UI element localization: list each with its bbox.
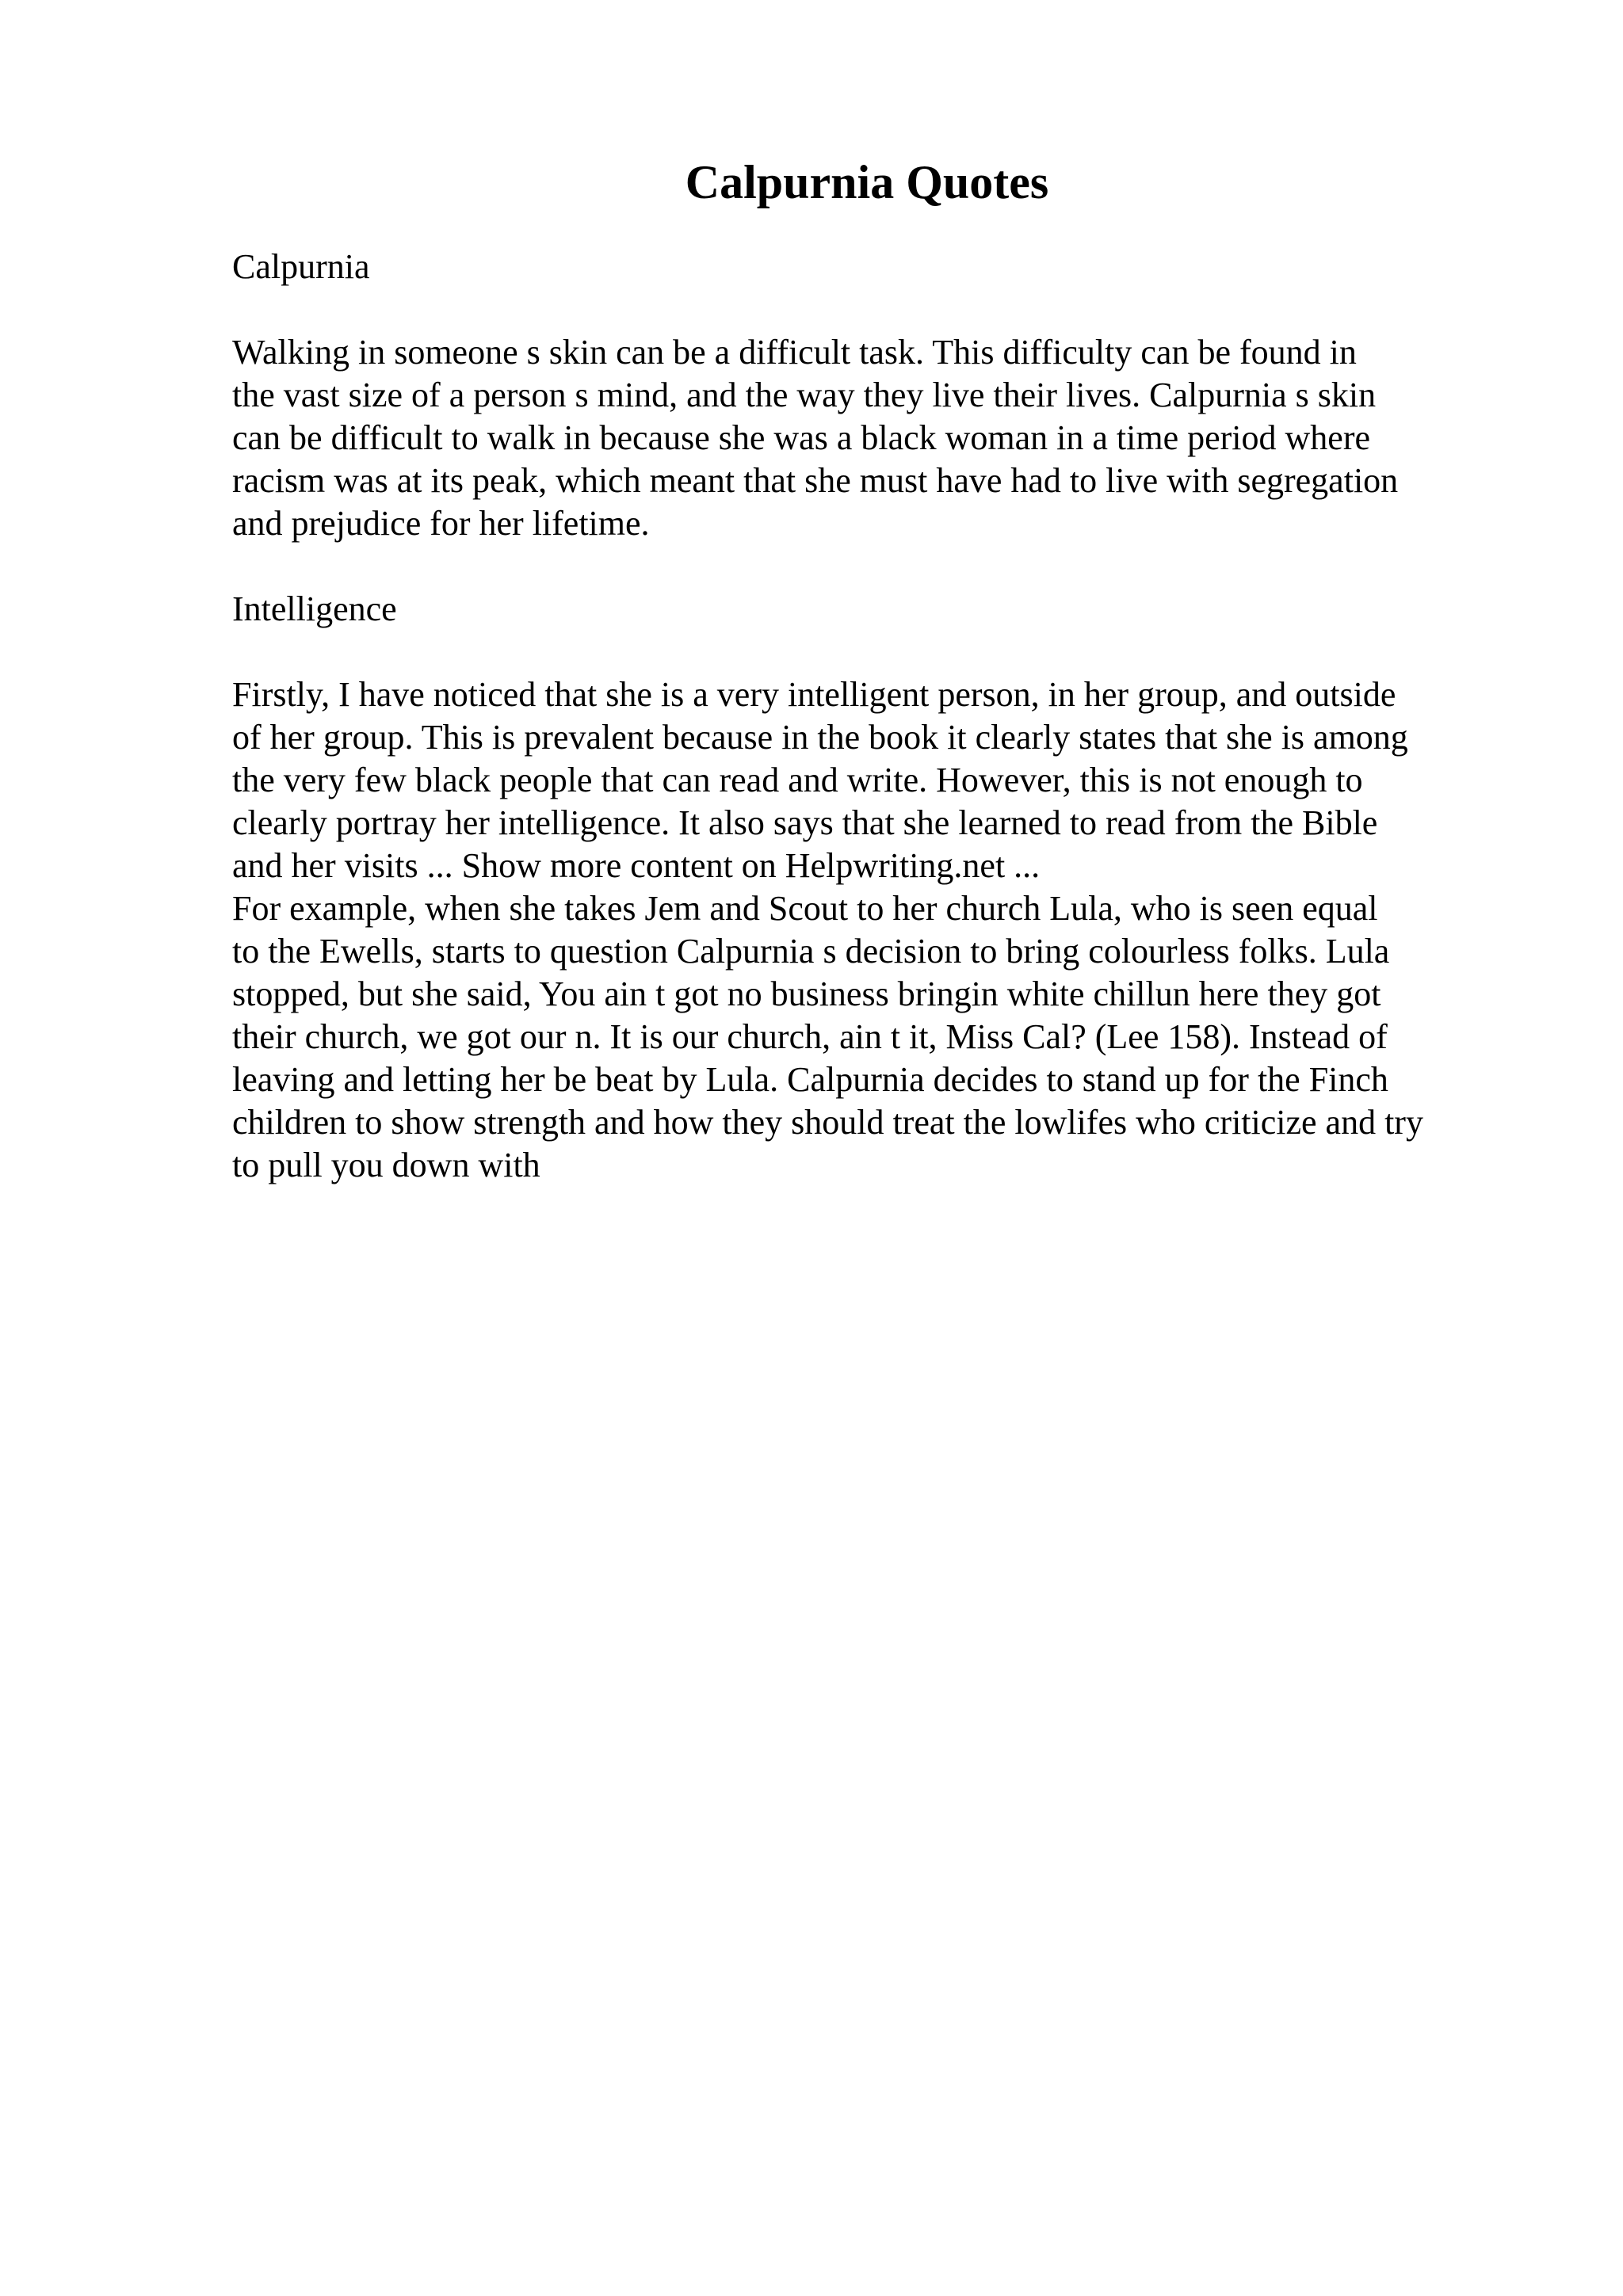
text-line: can be difficult to walk in because she was a black woman in a time period where bbox=[232, 418, 1371, 457]
paragraph-gap bbox=[232, 631, 1532, 673]
text-line: the very few black people that can read and write. However, this is not enough to bbox=[232, 761, 1363, 799]
page-title: Calpurnia Quotes bbox=[685, 156, 1049, 208]
text-line: to the Ewells, starts to question Calpurnia s decision to bring colourless folks. Lula bbox=[232, 932, 1390, 971]
paragraph-example bbox=[232, 887, 1532, 1187]
text-line: Walking in someone s skin can be a difficult task. This difficulty can be found in bbox=[232, 333, 1357, 372]
text-line: leaving and letting her be beat by Lula. Calpurnia decides to stand up for the Finch bbox=[232, 1060, 1388, 1099]
paragraph-gap bbox=[232, 288, 1532, 331]
text-line: stopped, but she said, You ain t got no business bringin white chillun here they got bbox=[232, 974, 1381, 1013]
text-line: and her visits ... Show more content on Helpwriting.net ... bbox=[232, 846, 1041, 885]
text-line: racism was at its peak, which meant that she must have had to live with segregation bbox=[232, 461, 1399, 500]
text-line: the vast size of a person s mind, and the way they live their lives. Calpurnia s skin bbox=[232, 376, 1377, 414]
text-line: their church, we got our n. It is our church, ain t it, Miss Cal? (Lee 158). Instead of bbox=[232, 1017, 1388, 1056]
text-line: and prejudice for her lifetime. bbox=[232, 504, 650, 543]
paragraph-intelligence bbox=[232, 673, 1532, 887]
document-body bbox=[232, 246, 1532, 1187]
section-heading-calpurnia: Calpurnia bbox=[232, 247, 370, 286]
text-line: children to show strength and how they should treat the lowlifes who criticize and try bbox=[232, 1103, 1423, 1142]
paragraph-intro bbox=[232, 331, 1532, 545]
section-heading-intelligence: Intelligence bbox=[232, 589, 397, 628]
text-line: clearly portray her intelligence. It also says that she learned to read from the Bible bbox=[232, 803, 1378, 842]
text-line: For example, when she takes Jem and Scout to her church Lula, who is seen equal bbox=[232, 889, 1378, 928]
text-line: to pull you down with bbox=[232, 1146, 540, 1184]
text-line: Firstly, I have noticed that she is a very intelligent person, in her group, and outside bbox=[232, 675, 1396, 714]
text-line: of her group. This is prevalent because in the book it clearly states that she is among bbox=[232, 718, 1408, 757]
paragraph-gap bbox=[232, 545, 1532, 588]
